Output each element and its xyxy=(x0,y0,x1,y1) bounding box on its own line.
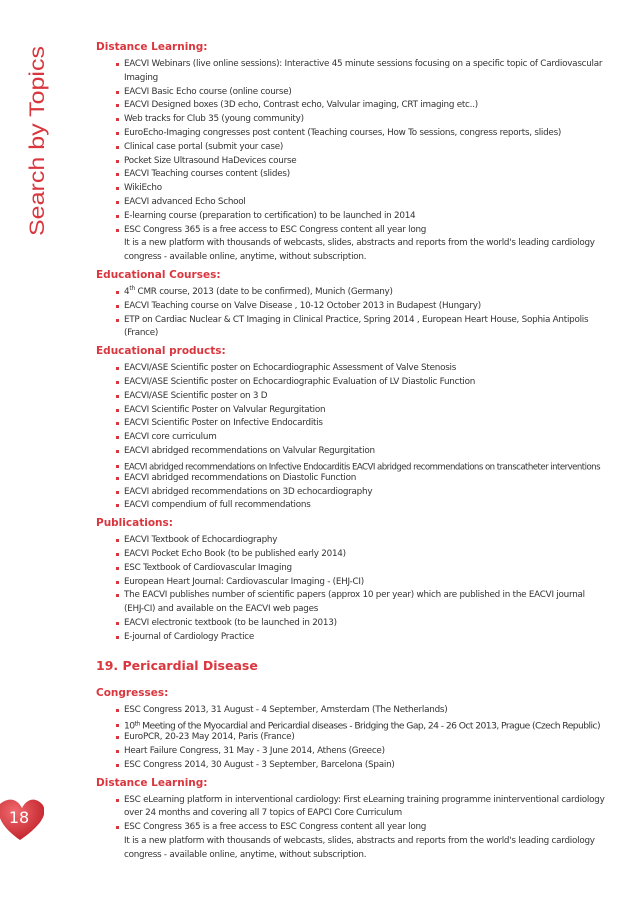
list-item: EACVI Pocket Echo Book (to be published early 2014) xyxy=(116,548,606,562)
list-item: EACVI Teaching course on Valve Disease , 10-12 October 2013 in Budapest (Hungary) xyxy=(116,300,606,314)
bullet-list xyxy=(116,286,606,341)
sidebar-title xyxy=(0,40,60,240)
list-item-text: CMR course, 2013 (date to be confirmed), Munich (Germany) xyxy=(135,286,393,297)
list-item xyxy=(116,286,606,300)
list-item: Clinical case portal (submit your case) xyxy=(116,141,606,155)
list-item-text: EACVI abridged recommendations on Infective Endocarditis EACVI abridged recommendations on transcatheter interventions xyxy=(124,462,601,472)
list-item: EuroPCR, 20-23 May 2014, Paris (France) xyxy=(116,731,606,745)
bullet-list xyxy=(116,58,606,265)
list-item: E-journal of Cardiology Practice xyxy=(116,631,606,645)
list-item-continuation: It is a new platform with thousands of webcasts, slides, abstracts and reports from the world's leading cardiology congress - available online, anytime, without subscription. xyxy=(124,238,595,263)
section-heading: Publications: xyxy=(96,517,173,530)
list-item: WikiEcho xyxy=(116,182,606,196)
list-item-continuation: It is a new platform with thousands of webcasts, slides, abstracts and reports from the world's leading cardiology congress - available online, anytime, without subscription. xyxy=(124,836,595,860)
ordinal-suffix: th xyxy=(129,285,136,293)
list-item: EACVI core curriculum xyxy=(116,431,606,445)
list-item: ETP on Cardiac Nuclear & CT Imaging in Clinical Practice, Spring 2014 , European Heart House, Sophia Antipolis (France) xyxy=(116,314,606,342)
list-item: EACVI/ASE Scientific poster on 3 D xyxy=(116,390,606,404)
list-item: EACVI Basic Echo course (online course) xyxy=(116,86,606,100)
list-item: European Heart Journal: Cardiovascular Imaging - (EHJ-CI) xyxy=(116,576,606,590)
section-heading: Congresses: xyxy=(96,687,169,700)
section-heading: Distance Learning: xyxy=(96,776,208,789)
list-item xyxy=(116,719,606,731)
list-item: EACVI Teaching courses content (slides) xyxy=(116,168,606,182)
list-item: EACVI abridged recommendations on Diastolic Function xyxy=(116,472,606,486)
list-item: EACVI electronic textbook (to be launched in 2013) xyxy=(116,617,606,631)
list-item xyxy=(116,821,606,862)
list-item-text: ESC Congress 365 is a free access to ESC Congress content all year long xyxy=(124,224,427,235)
ordinal-number: 10 xyxy=(124,721,135,732)
page-content xyxy=(96,40,606,863)
list-item: ESC Textbook of Cardiovascular Imaging xyxy=(116,562,606,576)
section-heading: Distance Learning: xyxy=(96,41,208,53)
list-item: EACVI compendium of full recommendations xyxy=(116,499,606,513)
list-item: EuroEcho-Imaging congresses post content (Teaching courses, How To sessions, congress reports, slides) xyxy=(116,127,606,141)
list-item: E-learning course (preparation to certification) to be launched in 2014 xyxy=(116,210,606,224)
bullet-list xyxy=(116,534,606,644)
list-item: EACVI Textbook of Echocardiography xyxy=(116,534,606,548)
list-item: Web tracks for Club 35 (young community) xyxy=(116,113,606,127)
list-item: ESC Congress 2014, 30 August - 3 September, Barcelona (Spain) xyxy=(116,759,606,773)
list-item: Heart Failure Congress, 31 May - 3 June 2014, Athens (Greece) xyxy=(116,745,606,759)
list-item: EACVI Webinars (live online sessions): Interactive 45 minute sessions focusing on a specific topic of Cardiovascular Imaging xyxy=(116,58,606,86)
list-item: EACVI advanced Echo School xyxy=(116,196,606,210)
list-item: The EACVI publishes number of scientific papers (approx 10 per year) which are published in the EACVI journal (EHJ-CI) and available on the EACVI web pages xyxy=(116,589,606,617)
sidebar-title-text: Search by Topics xyxy=(26,76,49,236)
list-item: Pocket Size Ultrasound HaDevices course xyxy=(116,155,606,169)
list-item: ESC eLearning platform in interventional cardiology: First eLearning training programme ininterventional cardiology over 24 months and covering all 7 topics of EAPCI Core Curriculum xyxy=(116,794,606,822)
list-item: EACVI/ASE Scientific poster on Echocardiographic Assessment of Valve Stenosis xyxy=(116,362,606,376)
ordinal-number: 4 xyxy=(124,286,130,297)
chapter-title: 19. Pericardial Disease xyxy=(96,658,258,674)
list-item xyxy=(116,224,606,265)
list-item: ESC Congress 2013, 31 August - 4 September, Amsterdam (The Netherlands) xyxy=(116,704,606,718)
bullet-list xyxy=(116,794,606,863)
list-item xyxy=(116,460,606,472)
bullet-list xyxy=(116,704,606,772)
list-item: EACVI abridged recommendations on Valvular Regurgitation xyxy=(116,445,606,459)
list-item: EACVI Scientific Poster on Valvular Regurgitation xyxy=(116,404,606,418)
bullet-list xyxy=(116,362,606,513)
list-item: EACVI abridged recommendations on 3D echocardiography xyxy=(116,486,606,500)
section-heading: Educational products: xyxy=(96,345,226,358)
section-heading: Educational Courses: xyxy=(96,268,221,281)
list-item: EACVI/ASE Scientific poster on Echocardiographic Evaluation of LV Diastolic Function xyxy=(116,376,606,390)
list-item-text xyxy=(124,721,600,732)
ordinal-suffix: th xyxy=(134,720,140,728)
list-item: EACVI Designed boxes (3D echo, Contrast echo, Valvular imaging, CRT imaging etc..) xyxy=(116,99,606,113)
page-number: 18 xyxy=(8,808,30,827)
list-item-text: ESC Congress 365 is a free access to ESC Congress content all year long xyxy=(124,822,427,833)
list-item: EACVI Scientific Poster on Infective Endocarditis xyxy=(116,417,606,431)
list-item-rest: Meeting of the Myocardial and Pericardial diseases - Bridging the Gap, 24 - 26 Oct 2013, Prague (Czech Republic) xyxy=(139,721,581,732)
